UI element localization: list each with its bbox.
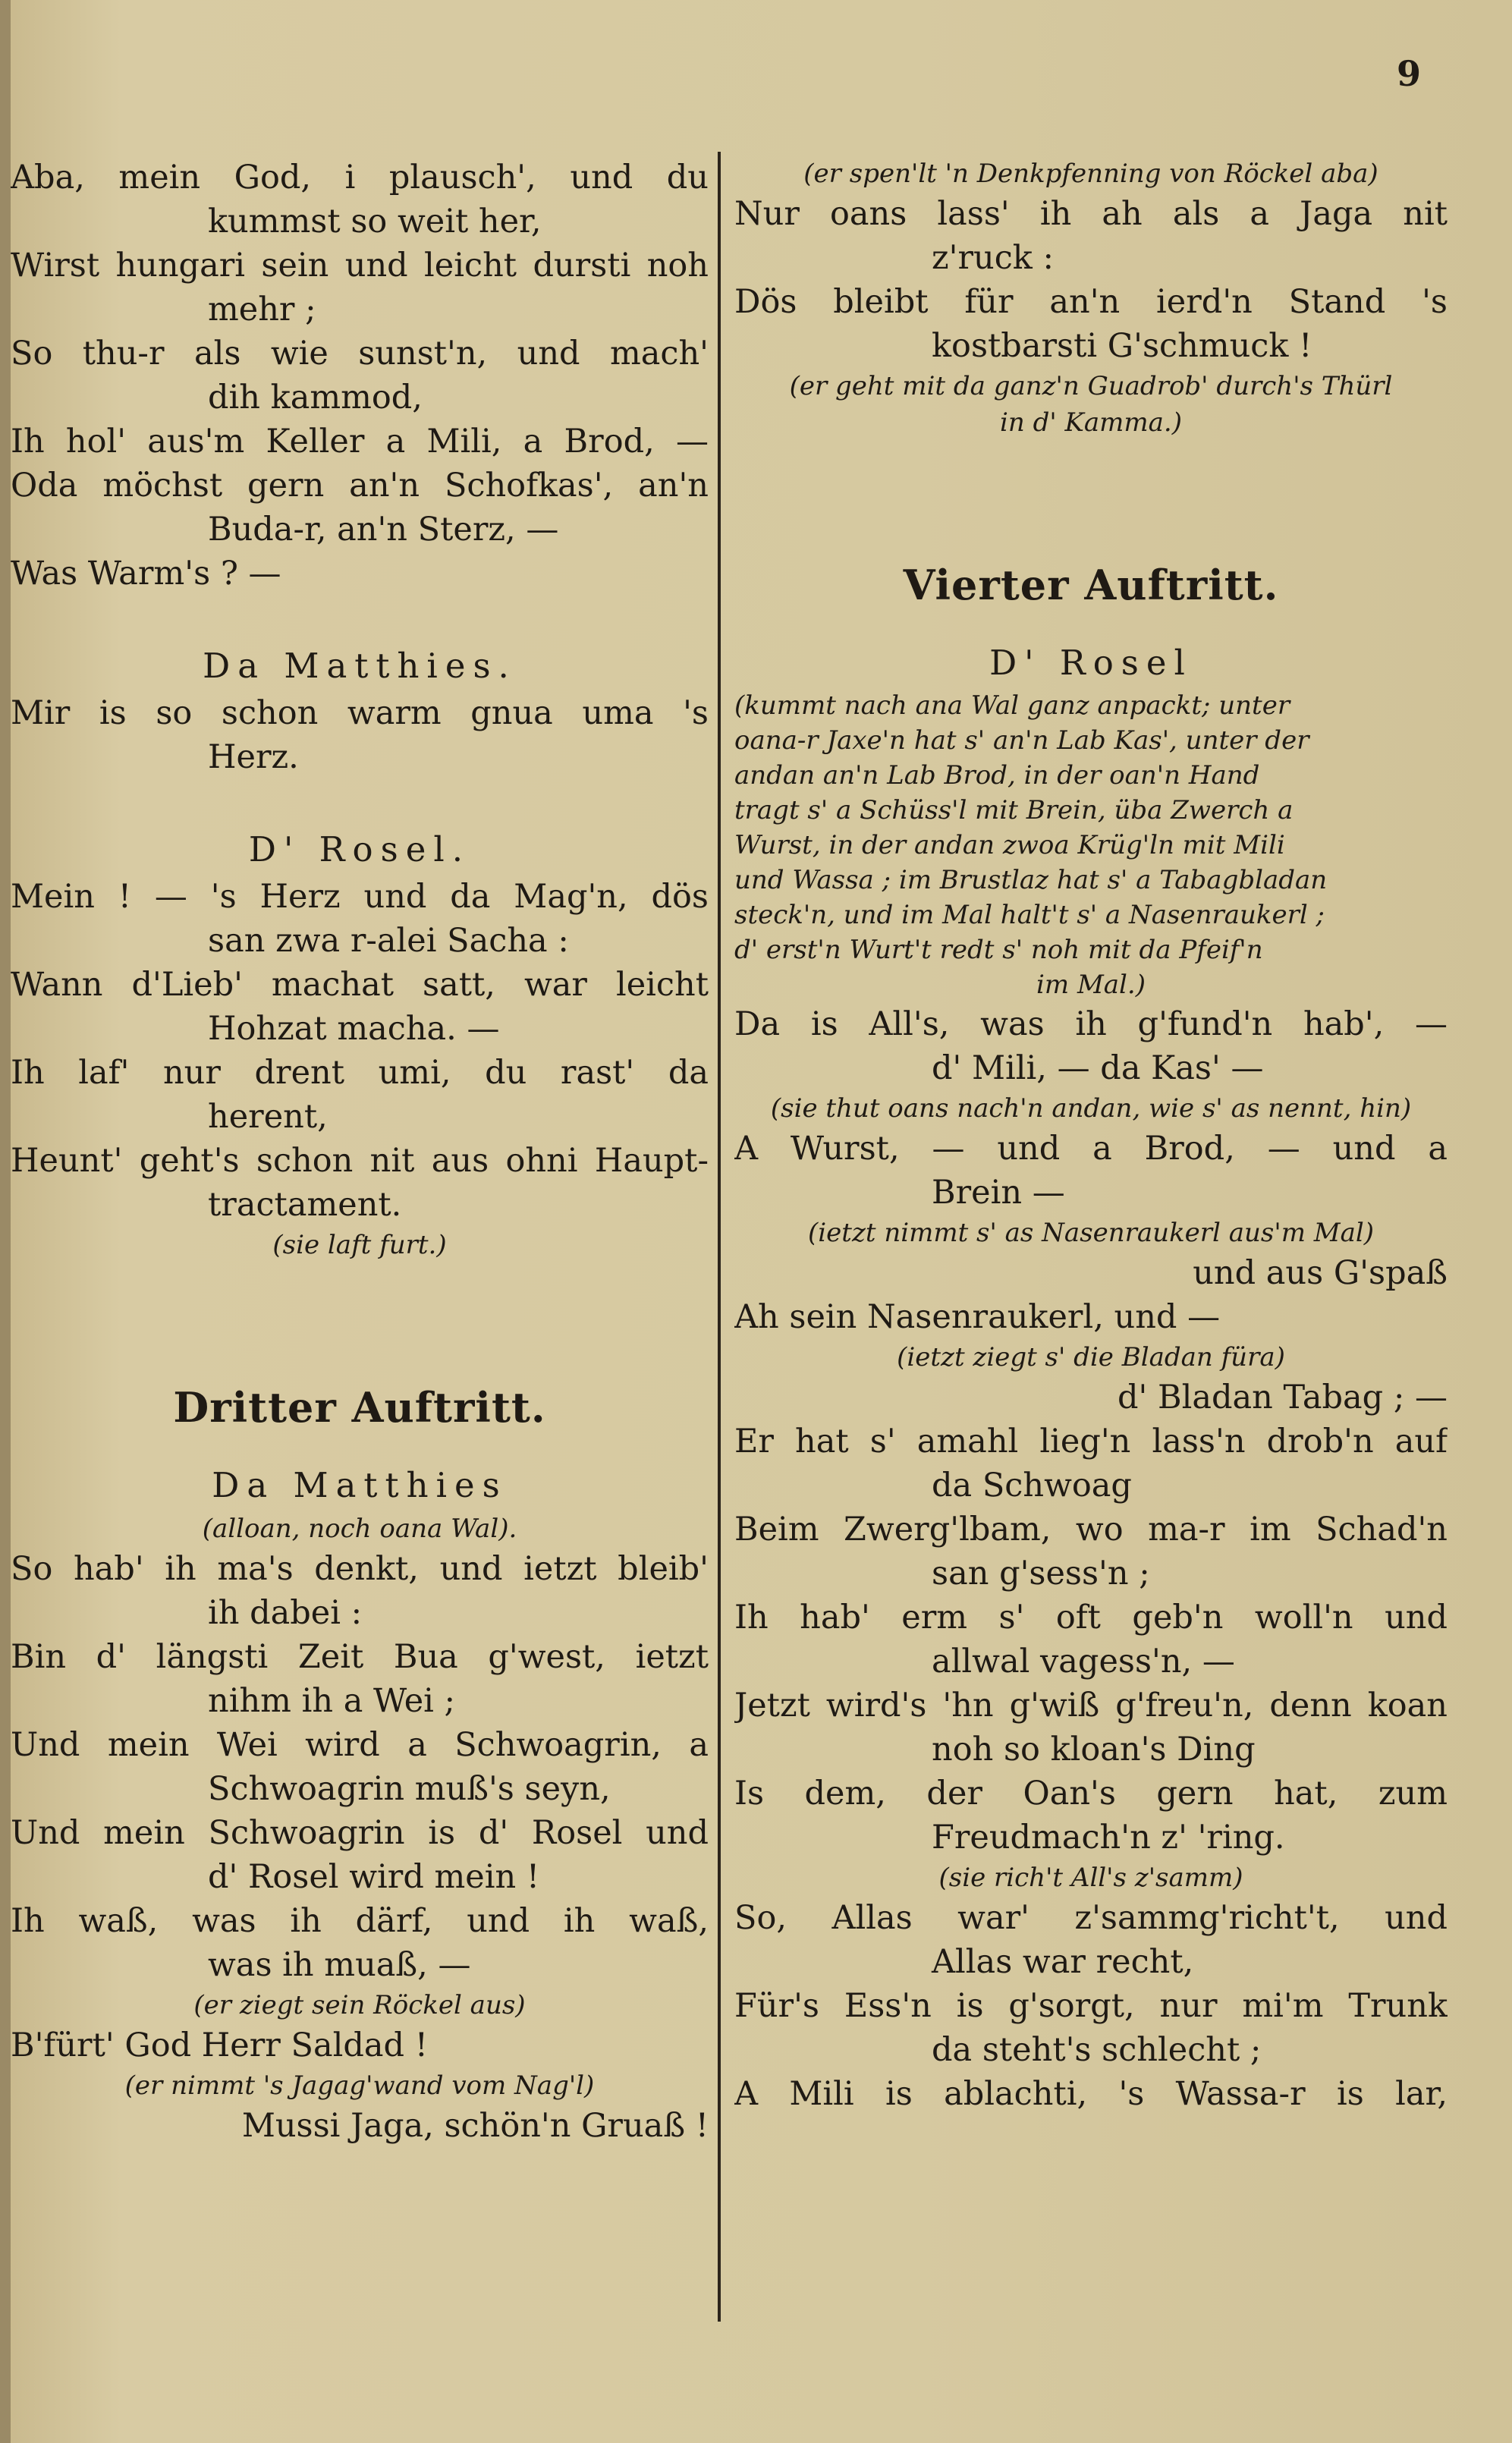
verse-line: So, Allas war' z'sammg'richt't, und xyxy=(734,1899,1448,1937)
verse-line: und aus G'spaß xyxy=(1193,1254,1448,1292)
stage-direction: (sie thut oans nach'n andan, wie s' as nennt, hin) xyxy=(770,1093,1412,1124)
verse-line: Wirst hungari sein und leicht dursti noh xyxy=(11,247,709,285)
verse-line: Was Warm's ? — xyxy=(11,555,281,593)
verse-line: Aba, mein God, i plausch', und du xyxy=(11,159,709,197)
verse-line: Und mein Wei wird a Schwoagrin, a xyxy=(11,1726,709,1764)
right-column xyxy=(734,156,1448,2116)
verse-line: da steht's schlecht ; xyxy=(932,2031,1262,2069)
column-divider xyxy=(718,152,721,2322)
stage-direction: (ietzt ziegt s' die Bladan füra) xyxy=(897,1342,1285,1372)
stage-direction-line: (kummt nach ana Wal ganz anpackt; unter xyxy=(734,690,1290,721)
stage-direction-line: oana-r Jaxe'n hat s' an'n Lab Kas', unter der xyxy=(734,725,1309,756)
verse-line: Ih hab' erm s' oft geb'n woll'n und xyxy=(734,1599,1448,1637)
verse-line: Dös bleibt für an'n ierd'n Stand 's xyxy=(734,283,1448,321)
stage-direction: (er ziegt sein Röckel aus) xyxy=(193,1990,526,2020)
verse-line: Oda möchst gern an'n Schofkas', an'n xyxy=(11,467,709,505)
verse-line: Jetzt wird's 'hn g'wiß g'freu'n, denn koan xyxy=(734,1687,1448,1725)
page-number: 9 xyxy=(1396,53,1421,94)
scene-heading: Dritter Auftritt. xyxy=(173,1383,546,1432)
left-column xyxy=(11,156,709,2148)
speaker-name: Da Matthies xyxy=(212,1465,508,1505)
verse-line: san zwa r-alei Sacha : xyxy=(208,922,569,960)
verse-line: Für's Ess'n is g'sorgt, nur mi'm Trunk xyxy=(734,1987,1448,2025)
verse-line: ih dabei : xyxy=(208,1594,363,1632)
verse-line: kostbarsti G'schmuck ! xyxy=(932,327,1312,365)
stage-direction-line: andan an'n Lab Brod, in der oan'n Hand xyxy=(734,760,1260,791)
verse-line: herent, xyxy=(208,1098,328,1136)
verse-line: Ih waß, was ih därf, und ih waß, xyxy=(11,1902,709,1940)
verse-line: Heunt' geht's schon nit aus ohni Haupt- xyxy=(11,1142,709,1180)
verse-line: So hab' ih ma's denkt, und ietzt bleib' xyxy=(11,1550,709,1588)
stage-direction: (er geht mit da ganz'n Guadrob' durch's Thürl xyxy=(789,371,1393,401)
verse-line: d' Mili, — da Kas' — xyxy=(932,1049,1264,1087)
stage-direction-line: tragt s' a Schüss'l mit Brein, üba Zwerch a xyxy=(734,795,1294,825)
stage-direction: (er spen'lt 'n Denkpfenning von Röckel aba) xyxy=(803,159,1378,189)
stage-direction-line: steck'n, und im Mal halt't s' a Nasenraukerl ; xyxy=(734,900,1325,930)
verse-line: Herz. xyxy=(208,738,299,776)
verse-line: mehr ; xyxy=(208,291,316,329)
stage-direction: (alloan, noch oana Wal). xyxy=(202,1514,517,1544)
stage-direction-block xyxy=(734,688,1448,1002)
verse-line: Mein ! — 's Herz und da Mag'n, dös xyxy=(11,878,709,916)
verse-line: Beim Zwerg'lbam, wo ma-r im Schad'n xyxy=(734,1511,1448,1548)
verse-line: Hohzat macha. — xyxy=(208,1010,500,1048)
verse-line: Ah sein Nasenraukerl, und — xyxy=(734,1298,1221,1336)
verse-line: Er hat s' amahl lieg'n lass'n drob'n auf xyxy=(734,1423,1448,1460)
verse-line: Buda-r, an'n Sterz, — xyxy=(208,511,559,549)
stage-direction-line: im Mal.) xyxy=(1036,970,1146,1000)
stage-direction-line: Wurst, in der andan zwoa Krüg'ln mit Mili xyxy=(734,830,1285,860)
verse-line: Wann d'Lieb' machat satt, war leicht xyxy=(11,966,709,1004)
verse-line: da Schwoag xyxy=(932,1467,1132,1504)
verse-line: z'ruck : xyxy=(932,239,1055,277)
speaker-name: Da Matthies. xyxy=(203,646,517,686)
page-edge xyxy=(0,0,11,2443)
verse-line: was ih muaß, — xyxy=(208,1946,471,1984)
stage-direction: (sie laft furt.) xyxy=(272,1230,447,1260)
verse-line: Mussi Jaga, schön'n Gruaß ! xyxy=(241,2107,709,2145)
verse-line: Freudmach'n z' 'ring. xyxy=(932,1819,1285,1857)
verse-line: dih kammod, xyxy=(208,379,423,417)
stage-direction: (sie rich't All's z'samm) xyxy=(938,1863,1243,1893)
verse-line: Schwoagrin muß's seyn, xyxy=(208,1770,611,1808)
verse-line: d' Bladan Tabag ; — xyxy=(1117,1379,1448,1416)
verse-line: A Wurst, — und a Brod, — und a xyxy=(734,1130,1448,1168)
verse-line: noh so kloan's Ding xyxy=(932,1731,1256,1769)
verse-line: Nur oans lass' ih ah als a Jaga nit xyxy=(734,195,1448,233)
verse-line: allwal vagess'n, — xyxy=(932,1643,1235,1681)
verse-line: A Mili is ablachti, 's Wassa-r is lar, xyxy=(734,2075,1448,2113)
verse-line: Brein — xyxy=(932,1174,1065,1212)
verse-line: Is dem, der Oan's gern hat, zum xyxy=(734,1775,1448,1813)
scene-heading: Vierter Auftritt. xyxy=(903,561,1279,609)
verse-line: So thu-r als wie sunst'n, und mach' xyxy=(11,335,709,373)
stage-direction-line: und Wassa ; im Brustlaz hat s' a Tabagbladan xyxy=(734,865,1328,895)
verse-line: kummst so weit her, xyxy=(208,203,542,241)
verse-line: B'fürt' God Herr Saldad ! xyxy=(11,2026,428,2064)
verse-line: nihm ih a Wei ; xyxy=(208,1682,456,1720)
stage-direction-line: d' erst'n Wurt't redt s' noh mit da Pfeif'n xyxy=(734,935,1263,965)
speaker-name: D' Rosel. xyxy=(248,829,471,869)
verse-line: Da is All's, was ih g'fund'n hab', — xyxy=(734,1005,1448,1043)
verse-line: Mir is so schon warm gnua uma 's xyxy=(11,694,709,732)
verse-line: tractament. xyxy=(208,1186,402,1224)
verse-line: d' Rosel wird mein ! xyxy=(208,1858,540,1896)
stage-direction: (er nimmt 's Jagag'wand vom Nag'l) xyxy=(124,2070,595,2101)
verse-line: Allas war recht, xyxy=(932,1943,1194,1981)
verse-line: Bin d' längsti Zeit Bua g'west, ietzt xyxy=(11,1638,709,1676)
verse-line: san g'sess'n ; xyxy=(932,1555,1150,1593)
verse-line: Ih laf' nur drent umi, du rast' da xyxy=(11,1054,709,1092)
verse-line: Ih hol' aus'm Keller a Mili, a Brod, — xyxy=(11,423,709,461)
stage-direction: (ietzt nimmt s' as Nasenraukerl aus'm Mal) xyxy=(808,1218,1374,1248)
verse-line: Und mein Schwoagrin is d' Rosel und xyxy=(11,1814,709,1852)
speaker-name: D' Rosel xyxy=(989,643,1193,683)
stage-direction: in d' Kamma.) xyxy=(1000,407,1182,438)
